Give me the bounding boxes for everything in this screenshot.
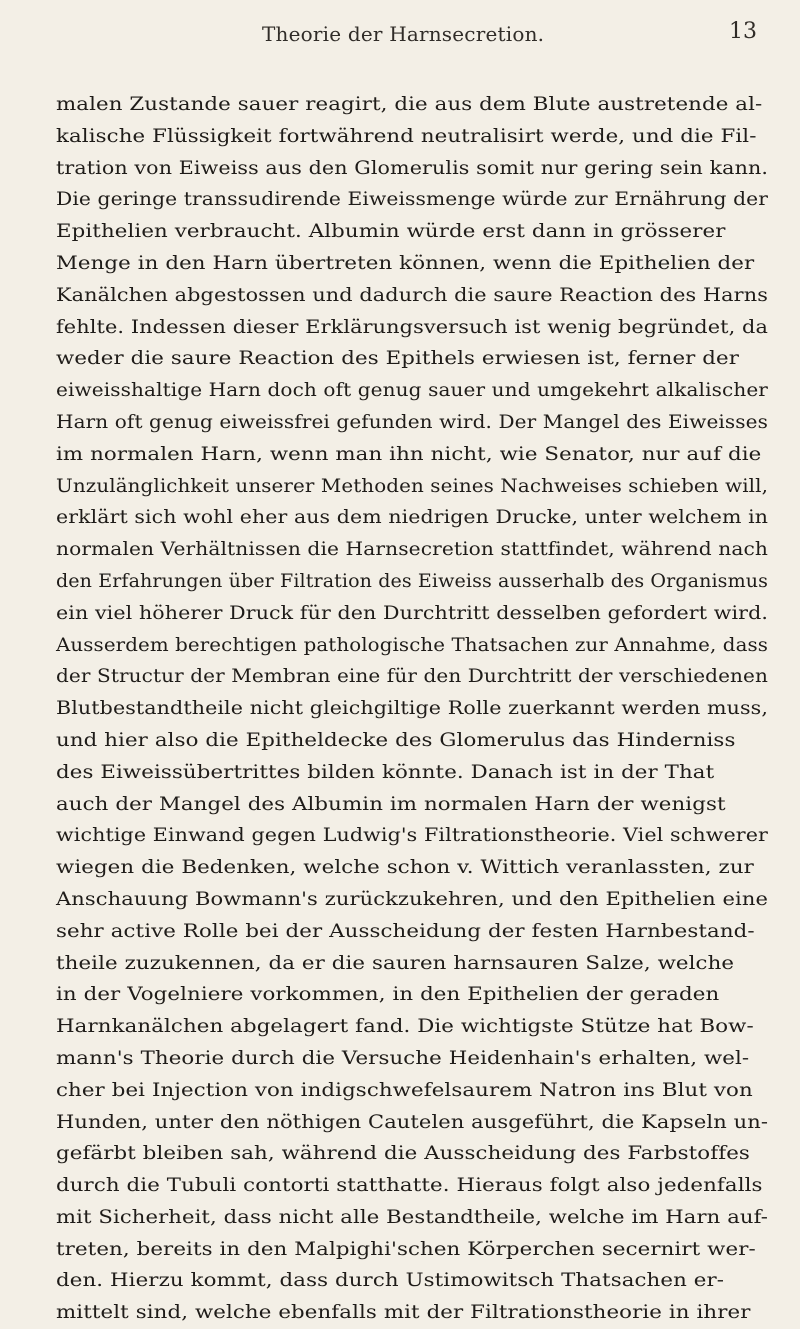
text-line-content: im normalen Harn, wenn man ihn nicht, wie Senator, nur auf die [56, 442, 762, 465]
text-line-content: Anschauung Bowmann's zurückzukehren, und den Epithelien eine [56, 887, 769, 910]
text-line [56, 1202, 768, 1234]
text-line [56, 471, 768, 503]
text-line [56, 184, 768, 216]
text-line [56, 216, 768, 248]
text-line [56, 312, 768, 344]
text-line [56, 661, 768, 693]
text-line-content: gefärbt bleiben sah, während die Ausscheidung des Farbstoffes [56, 1142, 750, 1165]
text-line-content: durch die Tubuli contorti statthatte. Hieraus folgt also jedenfalls [56, 1174, 763, 1197]
text-line [56, 1297, 768, 1329]
text-line [56, 598, 768, 630]
text-line-content: Blutbestandtheile nicht gleichgiltige Rolle zuerkannt werden muss, [56, 697, 768, 720]
text-line-content: kalische Flüssigkeit fortwährend neutralisirt werde, und die Fil- [56, 124, 757, 147]
text-line-content: normalen Verhältnissen die Harnsecretion stattfindet, während nach [56, 538, 768, 561]
text-line-content: Epithelien verbraucht. Albumin würde erst dann in grösserer [56, 220, 726, 243]
text-line-content: mit Sicherheit, dass nicht alle Bestandtheile, welche im Harn auf- [56, 1205, 769, 1228]
body-text [56, 89, 768, 1329]
text-line [56, 820, 768, 852]
text-line [56, 884, 768, 916]
text-line-content: Die geringe transsudirende Eiweissmenge würde zur Ernährung der [56, 188, 769, 211]
text-line-content: in der Vogelniere vorkommen, in den Epithelien der geraden [56, 983, 720, 1006]
text-line-content: erklärt sich wohl eher aus dem niedrigen Drucke, unter welchem in [56, 506, 769, 529]
text-line-content: ein viel höherer Druck für den Durchtritt desselben gefordert wird. [56, 601, 768, 624]
text-line [56, 852, 768, 884]
running-header [0, 18, 800, 46]
text-line [56, 1138, 768, 1170]
text-line [56, 407, 768, 439]
text-line-content: cher bei Injection von indigschwefelsaurem Natron ins Blut von [56, 1078, 753, 1101]
text-line [56, 121, 768, 153]
text-line-content: sehr active Rolle bei der Ausscheidung der festen Harnbestand- [56, 919, 755, 942]
text-line-content: den. Hierzu kommt, dass durch Ustimowitsch Thatsachen er- [56, 1269, 725, 1292]
text-line-content: Harn oft genug eiweissfrei gefunden wird. Der Mangel des Eiweisses [56, 410, 769, 433]
text-line [56, 1107, 768, 1139]
text-line [56, 789, 768, 821]
text-line [56, 343, 768, 375]
text-line [56, 502, 768, 534]
text-line [56, 1043, 768, 1075]
text-line-content: Menge in den Harn übertreten können, wenn die Epithelien der [56, 251, 755, 274]
text-line-content: Ausserdem berechtigen pathologische Thatsachen zur Annahme, dass [56, 633, 769, 656]
text-line-content: des Eiweissübertrittes bilden könnte. Danach ist in der That [56, 760, 715, 783]
text-line [56, 89, 768, 121]
text-line [56, 1265, 768, 1297]
text-line [56, 916, 768, 948]
text-line [56, 248, 768, 280]
text-line-content: malen Zustande sauer reagirt, die aus dem Blute austretende al- [56, 93, 763, 115]
text-line-content: mittelt sind, welche ebenfalls mit der Filtrationstheorie in ihrer [56, 1301, 751, 1324]
text-line-content: treten, bereits in den Malpighi'schen Körperchen secernirt wer- [56, 1237, 756, 1260]
text-line-content: wiegen die Bedenken, welche schon v. Wittich veranlassten, zur [56, 856, 754, 879]
text-line-content: Unzulänglichkeit unserer Methoden seines Nachweises schieben will, [56, 474, 769, 497]
text-line [56, 439, 768, 471]
text-line-content: mann's Theorie durch die Versuche Heidenhain's erhalten, wel- [56, 1046, 750, 1069]
text-line [56, 725, 768, 757]
text-line-content: eiweisshaltige Harn doch oft genug sauer und umgekehrt alkalischer [56, 379, 768, 402]
text-line [56, 153, 768, 185]
text-line [56, 534, 768, 566]
text-line-content: wichtige Einwand gegen Ludwig's Filtrationstheorie. Viel schwerer [56, 824, 768, 847]
text-line-content: und hier also die Epitheldecke des Glomerulus das Hinderniss [56, 728, 736, 751]
page-number: 13 [729, 19, 757, 44]
text-line-content: Hunden, unter den nöthigen Cautelen ausgeführt, die Kapseln un- [56, 1110, 769, 1133]
text-line [56, 948, 768, 980]
text-line-content: fehlte. Indessen dieser Erklärungsversuch ist wenig begründet, da [56, 315, 768, 338]
text-line [56, 693, 768, 725]
text-line [56, 1011, 768, 1043]
text-line [56, 375, 768, 407]
text-line-content: auch der Mangel des Albumin im normalen Harn der wenigst [56, 792, 726, 815]
text-line [56, 979, 768, 1011]
text-line [56, 757, 768, 789]
text-line [56, 630, 768, 662]
text-line-content: den Erfahrungen über Filtration des Eiweiss ausserhalb des Organismus [56, 569, 769, 592]
text-line-content: der Structur der Membran eine für den Durchtritt der verschiedenen [56, 665, 768, 688]
header-title: Theorie der Harnsecretion. [262, 22, 545, 46]
text-line [56, 280, 768, 312]
text-line-content: weder die saure Reaction des Epithels erwiesen ist, ferner der [56, 347, 740, 370]
text-line [56, 566, 768, 598]
text-line-content: Harnkanälchen abgelagert fand. Die wichtigste Stütze hat Bow- [56, 1015, 754, 1038]
text-line-content: Kanälchen abgestossen und dadurch die saure Reaction des Harns [56, 283, 768, 306]
text-line [56, 1170, 768, 1202]
text-line-content: tration von Eiweiss aus den Glomerulis somit nur gering sein kann. [56, 156, 769, 179]
text-line [56, 1075, 768, 1107]
text-line-content: theile zuzukennen, da er die sauren harnsauren Salze, welche [56, 951, 735, 974]
